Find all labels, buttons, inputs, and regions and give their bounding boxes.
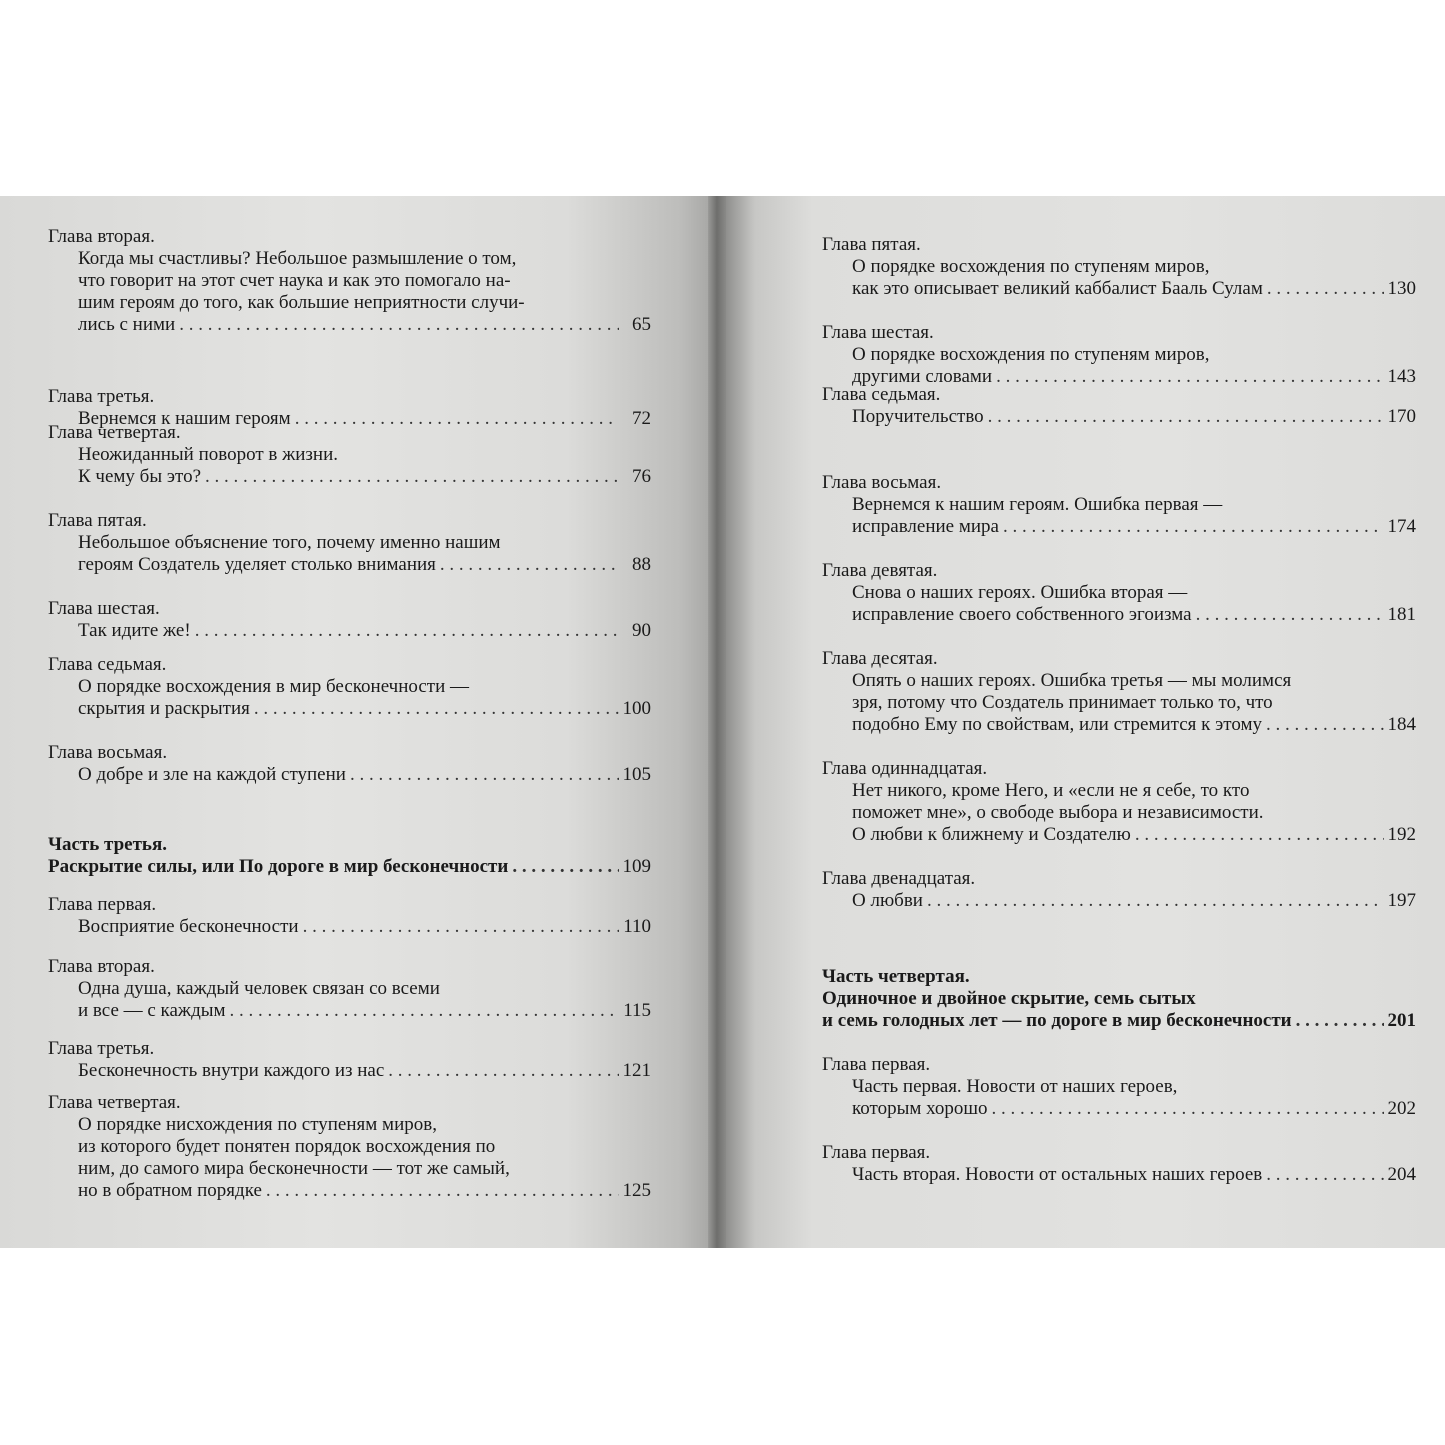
entry-last-line [48, 1180, 651, 1202]
entry-last-line [48, 764, 651, 786]
dot-leader [1296, 1010, 1384, 1032]
entry-title-line: скрытия и раскрытия [78, 698, 250, 719]
book-gutter [708, 196, 726, 1248]
entry-title-line: Часть вторая. Новости от остальных наших героев [852, 1164, 1263, 1185]
page-number: 125 [622, 1180, 651, 1201]
page-number: 192 [1387, 824, 1416, 845]
dot-leader [992, 1098, 1384, 1120]
dot-leader [988, 406, 1384, 428]
entry-last-line [822, 714, 1416, 736]
dot-leader [512, 856, 618, 878]
part-title-line: Часть четвертая. [822, 966, 970, 987]
page-number: 115 [623, 1000, 651, 1021]
page-number: 202 [1387, 1098, 1416, 1119]
page-number: 110 [623, 916, 651, 937]
dot-leader [1266, 1164, 1383, 1186]
entry-title-line: К чему бы это? [78, 466, 202, 487]
page-number: 90 [632, 620, 651, 641]
entry-last-line [822, 278, 1416, 300]
part-title-line: и семь голодных лет — по дороге в мир бесконечности [822, 1010, 1292, 1031]
entry-title-line: зря, потому что Создатель принимает только то, что [852, 692, 1273, 713]
toc-entry [822, 758, 1416, 846]
entry-title-line: Неожиданный поворот в жизни. [78, 444, 339, 465]
chapter-heading: Глава шестая. [822, 322, 934, 343]
entry-last-line [48, 856, 651, 878]
entry-title-line: лись с ними [78, 314, 176, 335]
toc-part-entry [822, 966, 1416, 1032]
entry-title-line: поможет мне», о свободе выбора и независимости. [852, 802, 1264, 823]
entry-title-line: Так идите же! [78, 620, 191, 641]
chapter-heading: Глава шестая. [48, 598, 160, 619]
chapter-heading: Глава вторая. [48, 956, 155, 977]
page-number: 65 [632, 314, 651, 335]
toc-entry [822, 1142, 1416, 1186]
entry-title-line: Часть первая. Новости от наших героев, [852, 1076, 1178, 1097]
entry-title-line: Когда мы счастливы? Небольшое размышление о том, [78, 248, 517, 269]
dot-leader [1266, 714, 1384, 736]
entry-last-line [822, 1164, 1416, 1186]
chapter-heading: Глава четвертая. [48, 1092, 181, 1113]
page-number: 184 [1387, 714, 1416, 735]
entry-title-line: исправление мира [852, 516, 999, 537]
entry-title-line: Вернемся к нашим героям [78, 408, 291, 429]
entry-title-line: из которого будет понятен порядок восхождения по [78, 1136, 496, 1157]
page-number: 174 [1387, 516, 1416, 537]
dot-leader [254, 698, 619, 720]
toc-entry [822, 322, 1416, 388]
chapter-heading: Глава девятая. [822, 560, 938, 581]
entry-last-line [822, 1098, 1416, 1120]
dot-leader [205, 466, 619, 488]
chapter-heading: Глава двенадцатая. [822, 868, 976, 889]
toc-entry [822, 1054, 1416, 1120]
entry-title-line: О любви [852, 890, 923, 911]
entry-title-line: Восприятие бесконечности [78, 916, 299, 937]
entry-title-line: Поручительство [852, 406, 984, 427]
toc-entry [48, 894, 651, 938]
entry-title-line: О порядке восхождения в мир бесконечности — [78, 676, 470, 697]
dot-leader [230, 1000, 619, 1022]
entry-title-line: что говорит на этот счет наука и как это помогало на- [78, 270, 511, 291]
entry-last-line [48, 620, 651, 642]
entry-title-line: которым хорошо [852, 1098, 988, 1119]
chapter-heading: Глава пятая. [822, 234, 921, 255]
page-number: 121 [622, 1060, 651, 1081]
page-number: 105 [622, 764, 651, 785]
part-title-line: Одиночное и двойное скрытие, семь сытых [822, 988, 1196, 1009]
toc-entry [822, 234, 1416, 300]
chapter-heading: Глава седьмая. [822, 384, 941, 405]
entry-title-line: Нет никого, кроме Него, и «если не я себе, то кто [852, 780, 1250, 801]
chapter-heading: Глава десятая. [822, 648, 938, 669]
page-number: 72 [632, 408, 651, 429]
toc-part-entry [48, 834, 651, 878]
entry-last-line [822, 406, 1416, 428]
chapter-heading: Глава восьмая. [822, 472, 942, 493]
entry-last-line [822, 516, 1416, 538]
part-title-line: Часть третья. [48, 834, 167, 855]
entry-title-line: и все — с каждым [78, 1000, 226, 1021]
toc-entry [822, 472, 1416, 538]
dot-leader [1196, 604, 1384, 626]
page-number: 109 [622, 856, 651, 877]
dot-leader [927, 890, 1384, 912]
chapter-heading: Глава третья. [48, 1038, 155, 1059]
chapter-heading: Глава одиннадцатая. [822, 758, 988, 779]
entry-title-line: Снова о наших героях. Ошибка вторая — [852, 582, 1188, 603]
entry-last-line [822, 890, 1416, 912]
dot-leader [350, 764, 619, 786]
part-title-line: Раскрытие силы, или По дороге в мир бесконечности [48, 856, 509, 877]
entry-title-line: Вернемся к нашим героям. Ошибка первая — [852, 494, 1223, 515]
toc-entry [822, 384, 1416, 428]
toc-entry [48, 654, 651, 720]
entry-title-line: другими словами [852, 366, 993, 387]
entry-last-line [48, 466, 651, 488]
entry-title-line: Небольшое объяснение того, почему именно нашим [78, 532, 501, 553]
entry-title-line: О порядке восхождения по ступеням миров, [852, 344, 1210, 365]
entry-title-line: героям Создатель уделяет столько внимания [78, 554, 436, 575]
page-number: 100 [622, 698, 651, 719]
entry-last-line [822, 824, 1416, 846]
toc-entry [48, 956, 651, 1022]
entry-last-line [48, 314, 651, 336]
entry-last-line [48, 1000, 651, 1022]
entry-title-line: исправление своего собственного эгоизма [852, 604, 1192, 625]
entry-last-line [48, 554, 651, 576]
chapter-heading: Глава первая. [48, 894, 157, 915]
toc-entry [48, 226, 651, 336]
dot-leader [388, 1060, 618, 1082]
page-number: 181 [1387, 604, 1416, 625]
page-number: 143 [1387, 366, 1416, 387]
dot-leader [195, 620, 619, 642]
entry-last-line [822, 604, 1416, 626]
toc-entry [822, 868, 1416, 912]
entry-title-line: О любви к ближнему и Создателю [852, 824, 1131, 845]
toc-entry [48, 1038, 651, 1082]
book-spread [0, 196, 1445, 1248]
dot-leader [440, 554, 619, 576]
toc-entry [48, 598, 651, 642]
toc-entry [48, 510, 651, 576]
chapter-heading: Глава пятая. [48, 510, 147, 531]
entry-title-line: ним, до самого мира бесконечности — тот же самый, [78, 1158, 510, 1179]
dot-leader [303, 916, 619, 938]
chapter-heading: Глава первая. [822, 1142, 931, 1163]
entry-title-line: Опять о наших героях. Ошибка третья — мы молимся [852, 670, 1292, 691]
page-number: 88 [632, 554, 651, 575]
page-number: 76 [632, 466, 651, 487]
page-number: 204 [1387, 1164, 1416, 1185]
entry-last-line [48, 698, 651, 720]
right-page [726, 196, 1445, 1248]
page-number: 130 [1387, 278, 1416, 299]
chapter-heading: Глава третья. [48, 386, 155, 407]
entry-title-line: О порядке нисхождения по ступеням миров, [78, 1114, 437, 1135]
entry-title-line: О порядке восхождения по ступеням миров, [852, 256, 1210, 277]
entry-last-line [822, 1010, 1416, 1032]
chapter-heading: Глава четвертая. [48, 422, 181, 443]
toc-entry [48, 422, 651, 488]
page-number: 170 [1387, 406, 1416, 427]
left-page [0, 196, 708, 1248]
entry-title-line: Одна душа, каждый человек связан со всеми [78, 978, 440, 999]
chapter-heading: Глава первая. [822, 1054, 931, 1075]
entry-last-line [48, 916, 651, 938]
chapter-heading: Глава седьмая. [48, 654, 167, 675]
dot-leader [179, 314, 619, 336]
entry-title-line: но в обратном порядке [78, 1180, 262, 1201]
page-number: 201 [1387, 1010, 1416, 1031]
dot-leader [1267, 278, 1384, 300]
entry-title-line: подобно Ему по свойствам, или стремится к этому [852, 714, 1262, 735]
entry-title-line: О добре и зле на каждой ступени [78, 764, 346, 785]
dot-leader [1003, 516, 1384, 538]
toc-entry [822, 648, 1416, 736]
entry-title-line: как это описывает великий каббалист Бааль Сулам [852, 278, 1263, 299]
toc-entry [822, 560, 1416, 626]
dot-leader [1135, 824, 1384, 846]
chapter-heading: Глава вторая. [48, 226, 155, 247]
toc-entry [48, 742, 651, 786]
page-number: 197 [1387, 890, 1416, 911]
dot-leader [266, 1180, 619, 1202]
toc-entry [48, 1092, 651, 1202]
chapter-heading: Глава восьмая. [48, 742, 168, 763]
entry-last-line [48, 1060, 651, 1082]
entry-title-line: Бесконечность внутри каждого из нас [78, 1060, 385, 1081]
entry-title-line: шим героям до того, как большие неприятности случи- [78, 292, 525, 313]
